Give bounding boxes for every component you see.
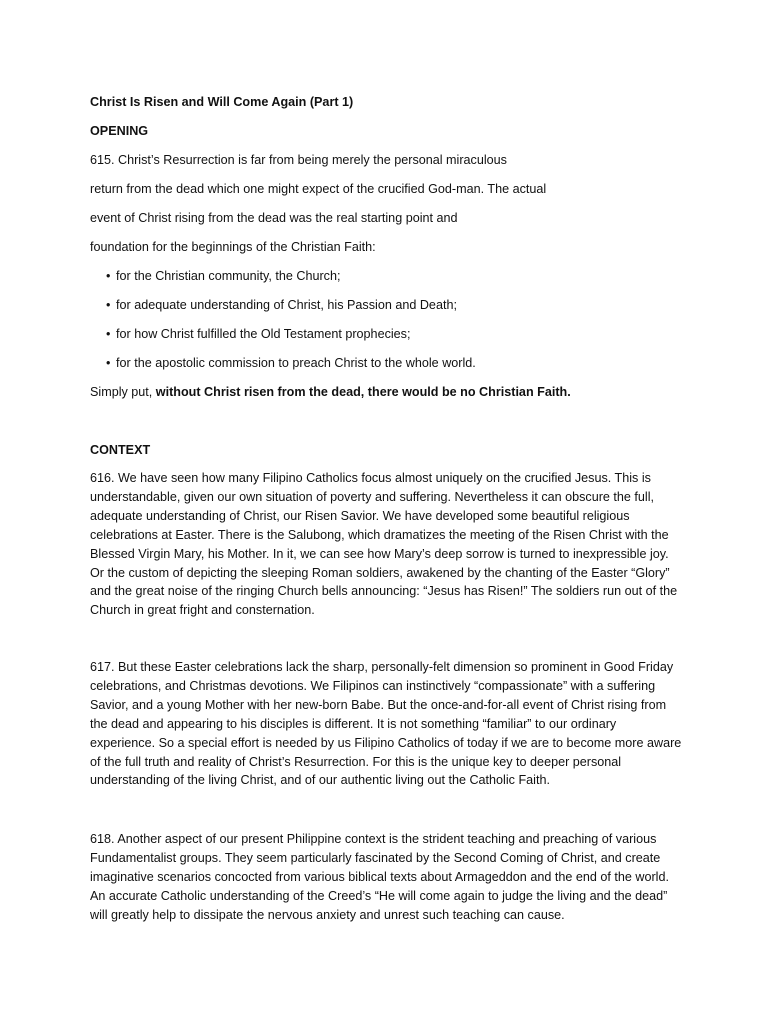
bullet-icon: • [106,298,111,312]
bullet-item [106,354,476,372]
opening-heading: OPENING [90,124,149,138]
bullet-icon: • [106,327,111,341]
context-heading: CONTEXT [90,443,151,457]
summary-line [90,383,571,401]
bullet-text: for the apostolic commission to preach Christ to the whole world. [116,356,476,370]
bullet-icon: • [106,356,111,370]
summary-prefix: Simply put, [90,385,156,399]
paragraph-618: 618. Another aspect of our present Philippine context is the strident teaching and preaching of various Fundamentalist groups. They seem particularly fascinated by the Second Coming of Christ, and create imaginative scenarios concocted from various biblical texts about Armageddon and the end of the world. An accurate Catholic understanding of the Creed’s “He will come again to judge the living and the dead” will greatly help to dissipate the nervous anxiety and unrest such teaching can cause. [90,832,669,922]
bullet-item [106,267,340,285]
document-title: Christ Is Risen and Will Come Again (Part 1) [90,95,354,109]
opening-line-4: foundation for the beginnings of the Christian Faith: [90,240,376,254]
bullet-icon: • [106,269,111,283]
bullet-item [106,325,410,343]
opening-line-3: event of Christ rising from the dead was the real starting point and [90,211,458,225]
paragraph-617: 617. But these Easter celebrations lack the sharp, personally-felt dimension so prominent in Good Friday celebrations, and Christmas devotions. We Filipinos can instinctively “compassionate” with a suffering Savior, and a young Mother with her new-born Babe. But the once-and-for-all event of Christ rising from the dead and appearing to his disciples is different. It is not something “familiar” to our ordinary experience. So a special effort is needed by us Filipino Catholics of today if we are to become more aware of the full truth and reality of Christ’s Resurrection. For this is the unique key to deeper personal understanding of the living Christ, and of our authentic living out the Catholic Faith. [90,660,682,788]
document-page [90,0,686,1024]
opening-line-1: 615. Christ’s Resurrection is far from being merely the personal miraculous [90,153,507,167]
bullet-text: for adequate understanding of Christ, his Passion and Death; [116,298,457,312]
bullet-text: for the Christian community, the Church; [116,269,341,283]
opening-line-2: return from the dead which one might expect of the crucified God-man. The actual [90,182,547,196]
summary-bold: without Christ risen from the dead, there would be no Christian Faith. [155,385,571,399]
bullet-text: for how Christ fulfilled the Old Testament prophecies; [116,327,411,341]
bullet-item [106,296,457,314]
paragraph-616: 616. We have seen how many Filipino Catholics focus almost uniquely on the crucified Jesus. This is understandable, given our own situation of poverty and suffering. Nevertheless it can obscure the full, adequate understanding of Christ, our Risen Savior. We have developed some beautiful religious celebrations at Easter. There is the Salubong, which dramatizes the meeting of the Risen Christ with the Blessed Virgin Mary, his Mother. In it, we can see how Mary’s deep sorrow is turned to inexpressible joy. Or the custom of depicting the sleeping Roman soldiers, awakened by the chanting of the Easter “Glory” and the great noise of the ringing Church bells announcing: “Jesus has Risen!” The soldiers run out of the Church in great fright and consternation. [90,471,678,618]
